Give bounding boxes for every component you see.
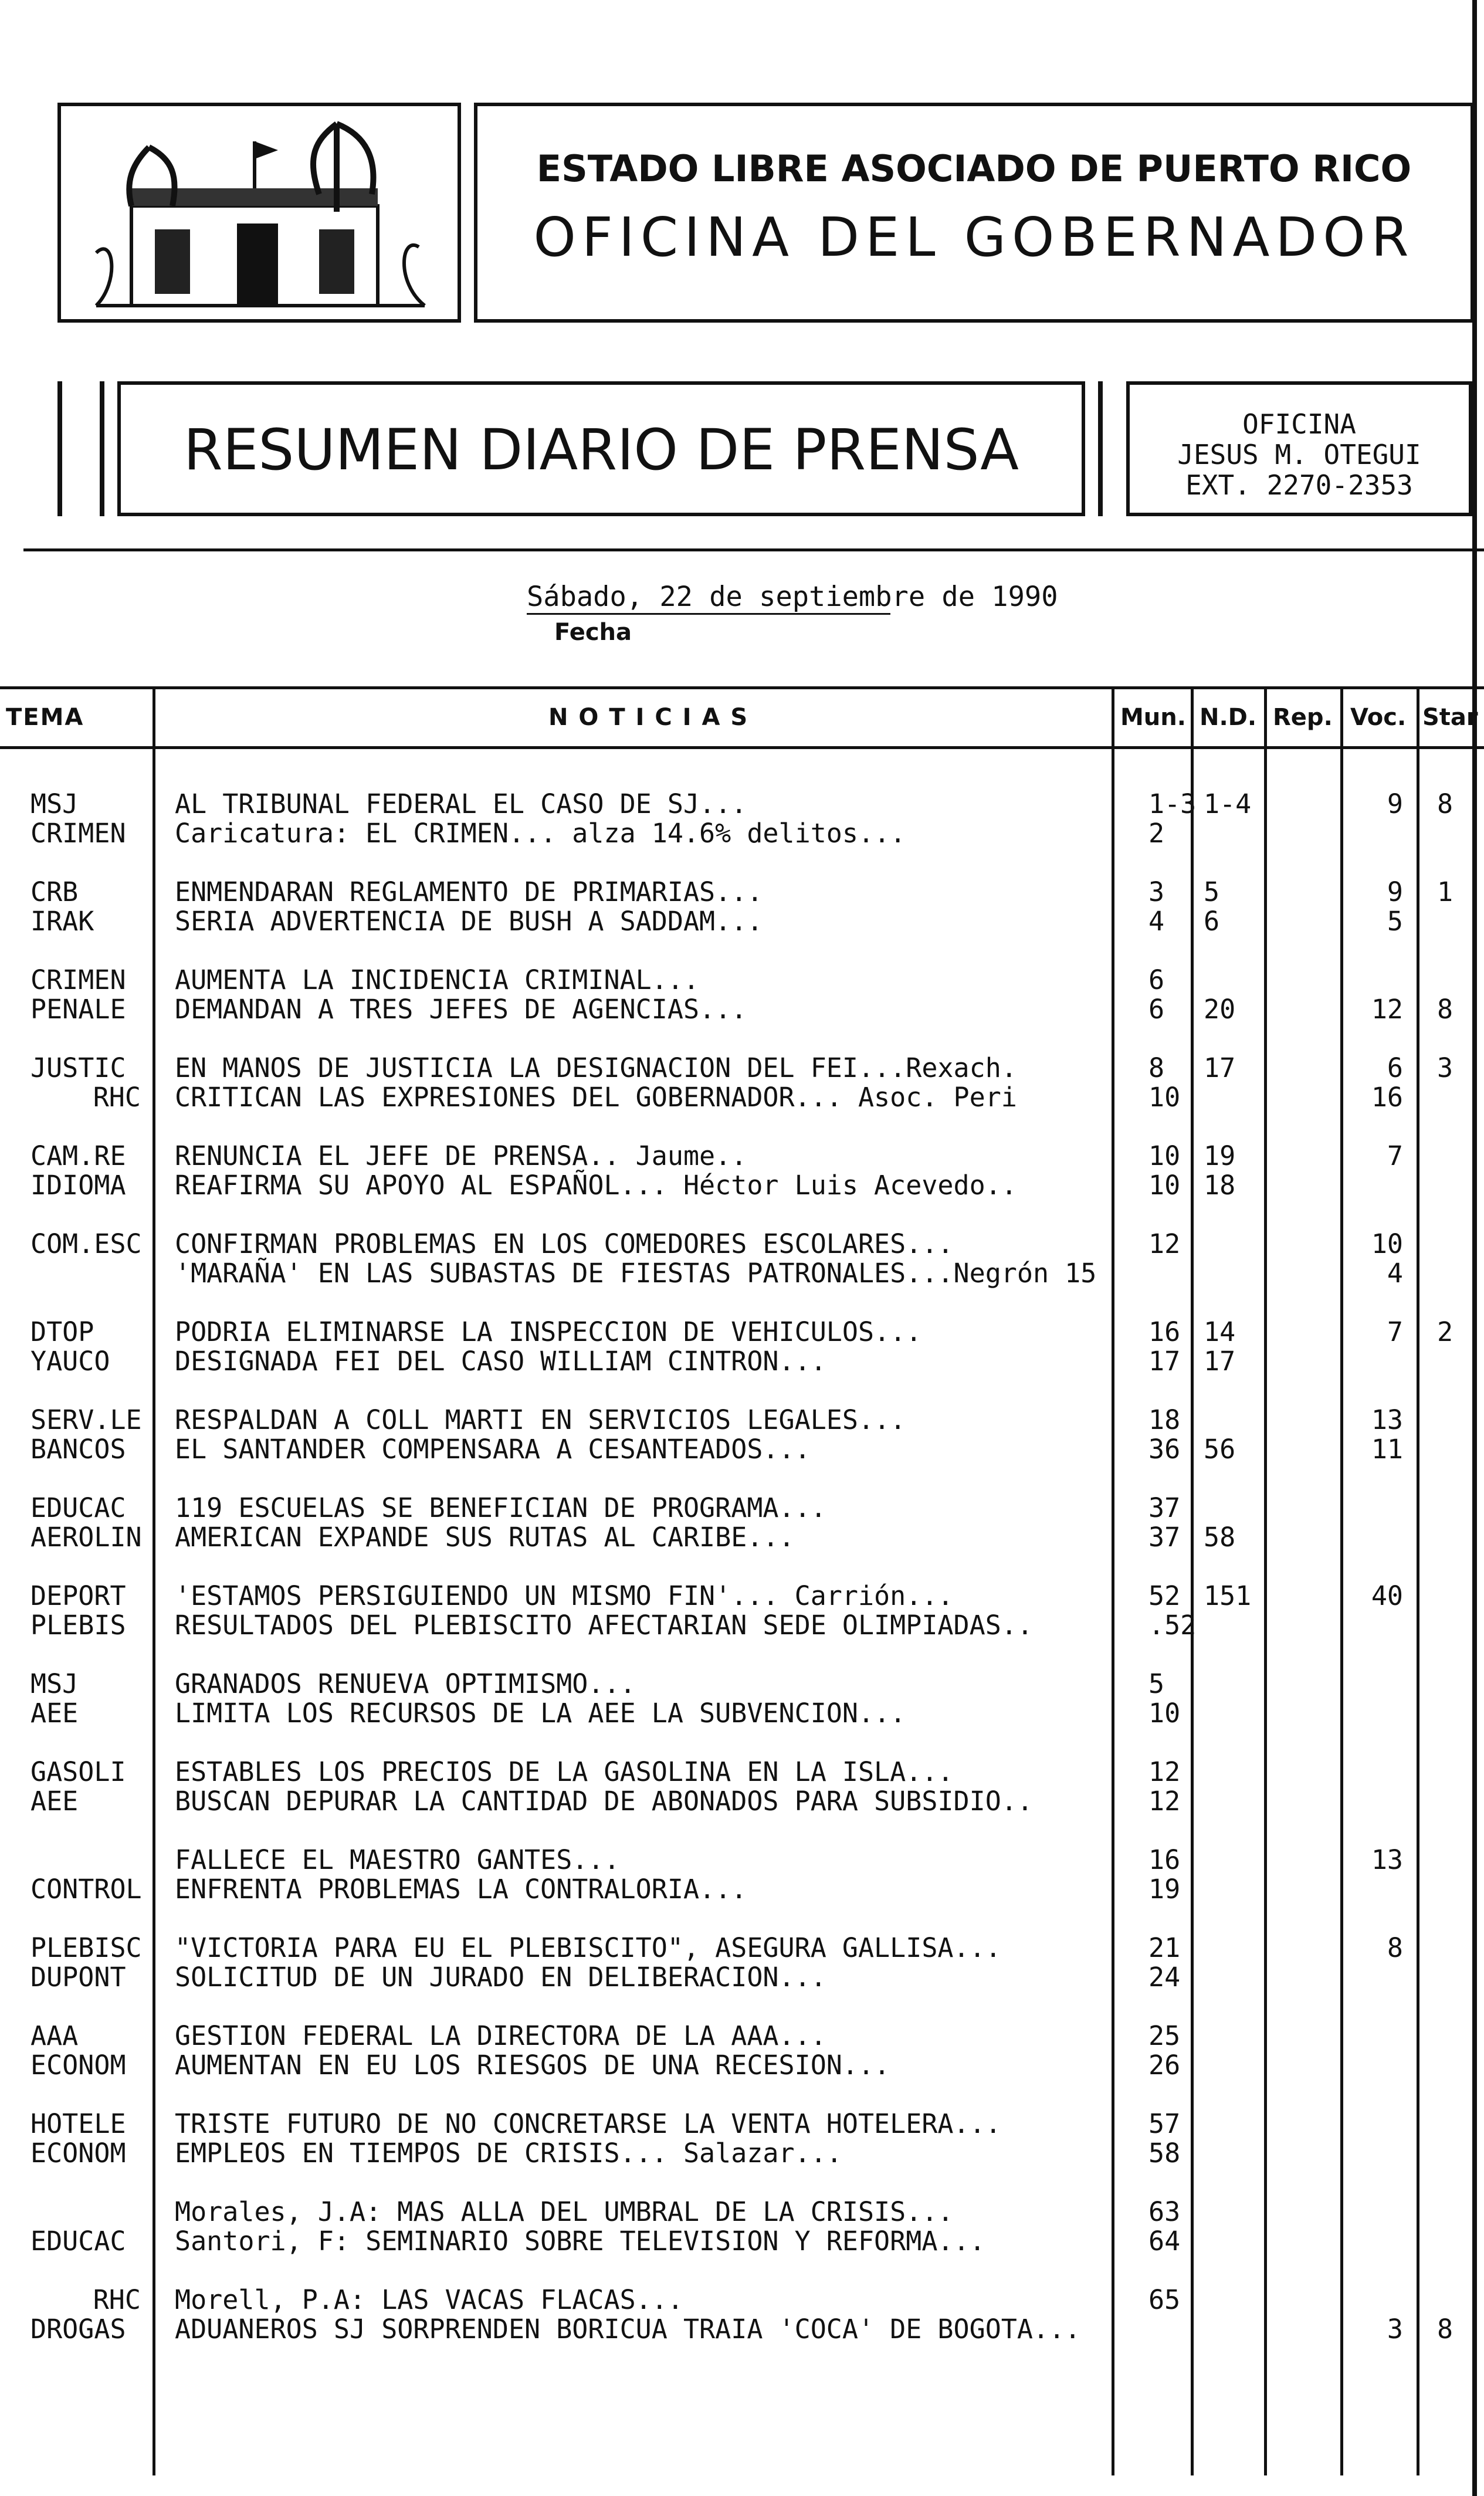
row-headline: LIMITA LOS RECURSOS DE LA AEE LA SUBVENCION...: [175, 1698, 906, 1729]
table-row: [0, 965, 1484, 995]
row-mun: 12: [1148, 1786, 1181, 1817]
table-row: [0, 994, 1484, 1025]
table-row: [0, 1229, 1484, 1259]
row-headline: DESIGNADA FEI DEL CASO WILLIAM CINTRON...: [175, 1346, 826, 1377]
row-tema: SERV.LE: [31, 1404, 142, 1435]
row-headline: ADUANEROS SJ SORPRENDEN BORICUA TRAIA 'COCA' DE BOGOTA...: [175, 2314, 1081, 2345]
row-tema: DROGAS: [31, 2314, 126, 2345]
row-nd: 1-4: [1204, 788, 1252, 819]
row-tema: IRAK: [31, 906, 94, 937]
row-headline: CONFIRMAN PROBLEMAS EN LOS COMEDORES ESCOLARES...: [175, 1228, 954, 1259]
row-mun: .52: [1148, 1610, 1197, 1641]
row-nd: 151: [1204, 1580, 1252, 1611]
row-mun: 8: [1148, 1052, 1165, 1083]
palace-illustration-icon: [61, 106, 458, 319]
row-voc: 11: [1371, 1434, 1403, 1465]
row-headline: Morales, J.A: MAS ALLA DEL UMBRAL DE LA CRISIS...: [175, 2196, 954, 2227]
report-date: Sábado, 22 de septiembre de 1990: [527, 581, 1058, 613]
table-row: [0, 1610, 1484, 1641]
row-tema: AEE: [31, 1786, 79, 1817]
row-headline: EL SANTANDER COMPENSARA A CESANTEADOS...: [175, 1434, 811, 1465]
office-ext: EXT. 2270-2353: [1185, 469, 1413, 501]
table-row: [0, 1933, 1484, 1963]
row-mun: 37: [1148, 1522, 1181, 1553]
row-tema: BANCOS: [31, 1434, 126, 1465]
table-header-rule: [0, 746, 1484, 749]
row-headline: RESULTADOS DEL PLEBISCITO AFECTARIAN SEDE OLIMPIADAS..: [175, 1610, 1033, 1641]
table-row: [0, 1581, 1484, 1611]
row-nd: 17: [1204, 1346, 1236, 1377]
row-tema: RHC: [93, 2284, 141, 2315]
col-header-tema: TEMA: [6, 704, 84, 731]
row-headline: ENMENDARAN REGLAMENTO DE PRIMARIAS...: [175, 876, 763, 907]
row-voc: 7: [1387, 1140, 1403, 1171]
table-row: [0, 2050, 1484, 2081]
row-mun: 21: [1148, 1932, 1181, 1963]
row-mun: 10: [1148, 1140, 1181, 1171]
table-row: [0, 1786, 1484, 1817]
row-headline: DEMANDAN A TRES JEFES DE AGENCIAS...: [175, 994, 747, 1025]
office-box: [1126, 381, 1472, 516]
col-header-voc: Voc.: [1350, 704, 1407, 731]
logo-box: [57, 103, 461, 323]
row-headline: Morell, P.A: LAS VACAS FLACAS...: [175, 2284, 683, 2315]
row-nd: 58: [1204, 1522, 1236, 1553]
table-row: [0, 1962, 1484, 1993]
row-headline: AMERICAN EXPANDE SUS RUTAS AL CARIBE...: [175, 1522, 795, 1553]
row-tema: CRIMEN: [31, 818, 126, 849]
table-row: [0, 1698, 1484, 1729]
table-row: [0, 2314, 1484, 2345]
table-row: [0, 877, 1484, 907]
row-mun: 18: [1148, 1404, 1181, 1435]
row-headline: BUSCAN DEPURAR LA CANTIDAD DE ABONADOS PARA SUBSIDIO..: [175, 1786, 1033, 1817]
table-row: [0, 1845, 1484, 1875]
row-headline: 'MARAÑA' EN LAS SUBASTAS DE FIESTAS PATRONALES...Negrón 15: [175, 1258, 1097, 1289]
row-headline: ESTABLES LOS PRECIOS DE LA GASOLINA EN LA ISLA...: [175, 1756, 954, 1787]
row-mun: 10: [1148, 1170, 1181, 1201]
row-headline: "VICTORIA PARA EU EL PLEBISCITO", ASEGURA GALLISA...: [175, 1932, 1001, 1963]
row-tema: DEPORT: [31, 1580, 126, 1611]
row-mun: 52: [1148, 1580, 1181, 1611]
date-underline: [527, 613, 890, 615]
col-header-noticias: N O T I C I A S: [548, 704, 749, 731]
row-headline: ENFRENTA PROBLEMAS LA CONTRALORIA...: [175, 1874, 747, 1905]
table-row: [0, 2109, 1484, 2139]
row-headline: SERIA ADVERTENCIA DE BUSH A SADDAM...: [175, 906, 763, 937]
row-voc: 13: [1371, 1844, 1403, 1875]
row-nd: 6: [1204, 906, 1220, 937]
row-star: 8: [1437, 994, 1453, 1025]
row-headline: RESPALDAN A COLL MARTI EN SERVICIOS LEGALES...: [175, 1404, 906, 1435]
row-nd: 18: [1204, 1170, 1236, 1201]
row-mun: 16: [1148, 1844, 1181, 1875]
row-nd: 19: [1204, 1140, 1236, 1171]
col-header-star: Star: [1422, 704, 1478, 731]
row-headline: RENUNCIA EL JEFE DE PRENSA.. Jaume..: [175, 1140, 747, 1171]
table-row: [0, 1053, 1484, 1083]
row-tema: YAUCO: [31, 1346, 110, 1377]
header-line1: ESTADO LIBRE ASOCIADO DE PUERTO RICO: [536, 147, 1412, 190]
row-voc: 9: [1387, 788, 1403, 819]
row-mun: 24: [1148, 1962, 1181, 1993]
row-headline: Santori, F: SEMINARIO SOBRE TELEVISION Y REFORMA...: [175, 2226, 985, 2257]
row-headline: REAFIRMA SU APOYO AL ESPAÑOL... Héctor Luis Acevedo..: [175, 1170, 1017, 1201]
row-nd: 5: [1204, 876, 1220, 907]
row-tema: AAA: [31, 2020, 79, 2051]
header-line2: OFICINA DEL GOBERNADOR: [533, 206, 1415, 269]
row-mun: 1-3: [1148, 788, 1197, 819]
row-nd: 56: [1204, 1434, 1236, 1465]
row-mun: 12: [1148, 1756, 1181, 1787]
row-headline: TRISTE FUTURO DE NO CONCRETARSE LA VENTA HOTELERA...: [175, 2108, 1001, 2139]
table-row: [0, 1082, 1484, 1113]
row-headline: GESTION FEDERAL LA DIRECTORA DE LA AAA...: [175, 2020, 826, 2051]
row-mun: 10: [1148, 1698, 1181, 1729]
row-mun: 16: [1148, 1316, 1181, 1347]
row-voc: 6: [1387, 1052, 1403, 1083]
table-row: [0, 2138, 1484, 2169]
row-star: 3: [1437, 1052, 1453, 1083]
row-tema: PLEBIS: [31, 1610, 126, 1641]
table-row: [0, 1874, 1484, 1905]
date-label: Fecha: [554, 619, 632, 646]
row-headline: EN MANOS DE JUSTICIA LA DESIGNACION DEL FEI...Rexach.: [175, 1052, 1017, 1083]
table-row: [0, 1258, 1484, 1289]
row-headline: SOLICITUD DE UN JURADO EN DELIBERACION...: [175, 1962, 826, 1993]
row-headline: AUMENTAN EN EU LOS RIESGOS DE UNA RECESION...: [175, 2050, 890, 2081]
row-star: 8: [1437, 788, 1453, 819]
col-header-nd: N.D.: [1200, 704, 1257, 731]
title-rule-left-a: [57, 381, 62, 516]
row-voc: 5: [1387, 906, 1403, 937]
row-tema: MSJ: [31, 1668, 79, 1699]
row-tema: JUSTIC: [31, 1052, 126, 1083]
row-voc: 9: [1387, 876, 1403, 907]
row-mun: 4: [1148, 906, 1165, 937]
title-box: [117, 381, 1085, 516]
row-tema: PENALE: [31, 994, 126, 1025]
table-row: [0, 1434, 1484, 1465]
table-row: [0, 1141, 1484, 1171]
row-tema: AEE: [31, 1698, 79, 1729]
row-voc: 3: [1387, 2314, 1403, 2345]
row-tema: GASOLI: [31, 1756, 126, 1787]
row-headline: FALLECE EL MAESTRO GANTES...: [175, 1844, 620, 1875]
row-tema: ECONOM: [31, 2050, 126, 2081]
table-row: [0, 906, 1484, 937]
table-top-rule: [0, 686, 1484, 689]
row-tema: CRB: [31, 876, 79, 907]
row-mun: 63: [1148, 2196, 1181, 2227]
row-voc: 4: [1387, 1258, 1403, 1289]
office-label: OFICINA: [1242, 408, 1356, 440]
row-mun: 64: [1148, 2226, 1181, 2257]
row-voc: 12: [1371, 994, 1403, 1025]
row-star: 1: [1437, 876, 1453, 907]
row-tema: IDIOMA: [31, 1170, 126, 1201]
row-tema: AEROLIN: [31, 1522, 142, 1553]
table-row: [0, 2226, 1484, 2257]
table-row: [0, 1405, 1484, 1435]
row-mun: 26: [1148, 2050, 1181, 2081]
row-mun: 25: [1148, 2020, 1181, 2051]
table-row: [0, 2285, 1484, 2315]
row-tema: MSJ: [31, 788, 79, 819]
table-row: [0, 1493, 1484, 1523]
row-mun: 37: [1148, 1492, 1181, 1523]
table-row: [0, 2021, 1484, 2051]
row-voc: 10: [1371, 1228, 1403, 1259]
title-rule-left-b: [100, 381, 104, 516]
row-headline: Caricatura: EL CRIMEN... alza 14.6% delitos...: [175, 818, 906, 849]
row-mun: 6: [1148, 994, 1165, 1025]
row-voc: 7: [1387, 1316, 1403, 1347]
header-divider: [23, 548, 1484, 551]
report-title: RESUMEN DIARIO DE PRENSA: [184, 417, 1019, 483]
row-tema: DTOP: [31, 1316, 94, 1347]
table-row: [0, 1346, 1484, 1377]
row-mun: 12: [1148, 1228, 1181, 1259]
row-tema: CONTROL: [31, 1874, 142, 1905]
row-mun: 58: [1148, 2138, 1181, 2169]
row-mun: 57: [1148, 2108, 1181, 2139]
table-row: [0, 1522, 1484, 1553]
row-mun: 2: [1148, 818, 1165, 849]
table-row: [0, 1317, 1484, 1347]
row-mun: 5: [1148, 1668, 1165, 1699]
row-voc: 16: [1371, 1082, 1403, 1113]
row-tema: EDUCAC: [31, 2226, 126, 2257]
row-tema: CRIMEN: [31, 964, 126, 995]
row-tema: DUPONT: [31, 1962, 126, 1993]
row-star: 2: [1437, 1316, 1453, 1347]
col-header-rep: Rep.: [1273, 704, 1333, 731]
row-nd: 14: [1204, 1316, 1236, 1347]
table-row: [0, 1170, 1484, 1201]
table-row: [0, 1669, 1484, 1699]
table-row: [0, 789, 1484, 819]
table-row: [0, 818, 1484, 849]
title-rule-right-a: [1098, 381, 1103, 516]
row-tema: HOTELE: [31, 2108, 126, 2139]
row-headline: 119 ESCUELAS SE BENEFICIAN DE PROGRAMA...: [175, 1492, 826, 1523]
row-mun: 17: [1148, 1346, 1181, 1377]
row-headline: GRANADOS RENUEVA OPTIMISMO...: [175, 1668, 636, 1699]
row-mun: 65: [1148, 2284, 1181, 2315]
office-name: JESUS M. OTEGUI: [1177, 439, 1421, 470]
row-headline: AUMENTA LA INCIDENCIA CRIMINAL...: [175, 964, 700, 995]
row-headline: AL TRIBUNAL FEDERAL EL CASO DE SJ...: [175, 788, 747, 819]
row-mun: 36: [1148, 1434, 1181, 1465]
row-tema: COM.ESC: [31, 1228, 142, 1259]
row-tema: CAM.RE: [31, 1140, 126, 1171]
row-mun: 19: [1148, 1874, 1181, 1905]
row-headline: PODRIA ELIMINARSE LA INSPECCION DE VEHICULOS...: [175, 1316, 922, 1347]
row-headline: 'ESTAMOS PERSIGUIENDO UN MISMO FIN'... Carrión...: [175, 1580, 954, 1611]
row-tema: ECONOM: [31, 2138, 126, 2169]
row-voc: 40: [1371, 1580, 1403, 1611]
row-headline: EMPLEOS EN TIEMPOS DE CRISIS... Salazar...: [175, 2138, 842, 2169]
row-star: 8: [1437, 2314, 1453, 2345]
header-title-box: [474, 103, 1474, 323]
row-headline: CRITICAN LAS EXPRESIONES DEL GOBERNADOR... Asoc. Peri: [175, 1082, 1017, 1113]
row-mun: 3: [1148, 876, 1165, 907]
row-tema: PLEBISC: [31, 1932, 142, 1963]
row-tema: RHC: [93, 1082, 141, 1113]
row-mun: 6: [1148, 964, 1165, 995]
row-nd: 20: [1204, 994, 1236, 1025]
table-row: [0, 2197, 1484, 2227]
row-tema: EDUCAC: [31, 1492, 126, 1523]
row-mun: 10: [1148, 1082, 1181, 1113]
row-nd: 17: [1204, 1052, 1236, 1083]
col-header-mun: Mun.: [1120, 704, 1186, 731]
table-row: [0, 1757, 1484, 1787]
row-voc: 8: [1387, 1932, 1403, 1963]
row-voc: 13: [1371, 1404, 1403, 1435]
